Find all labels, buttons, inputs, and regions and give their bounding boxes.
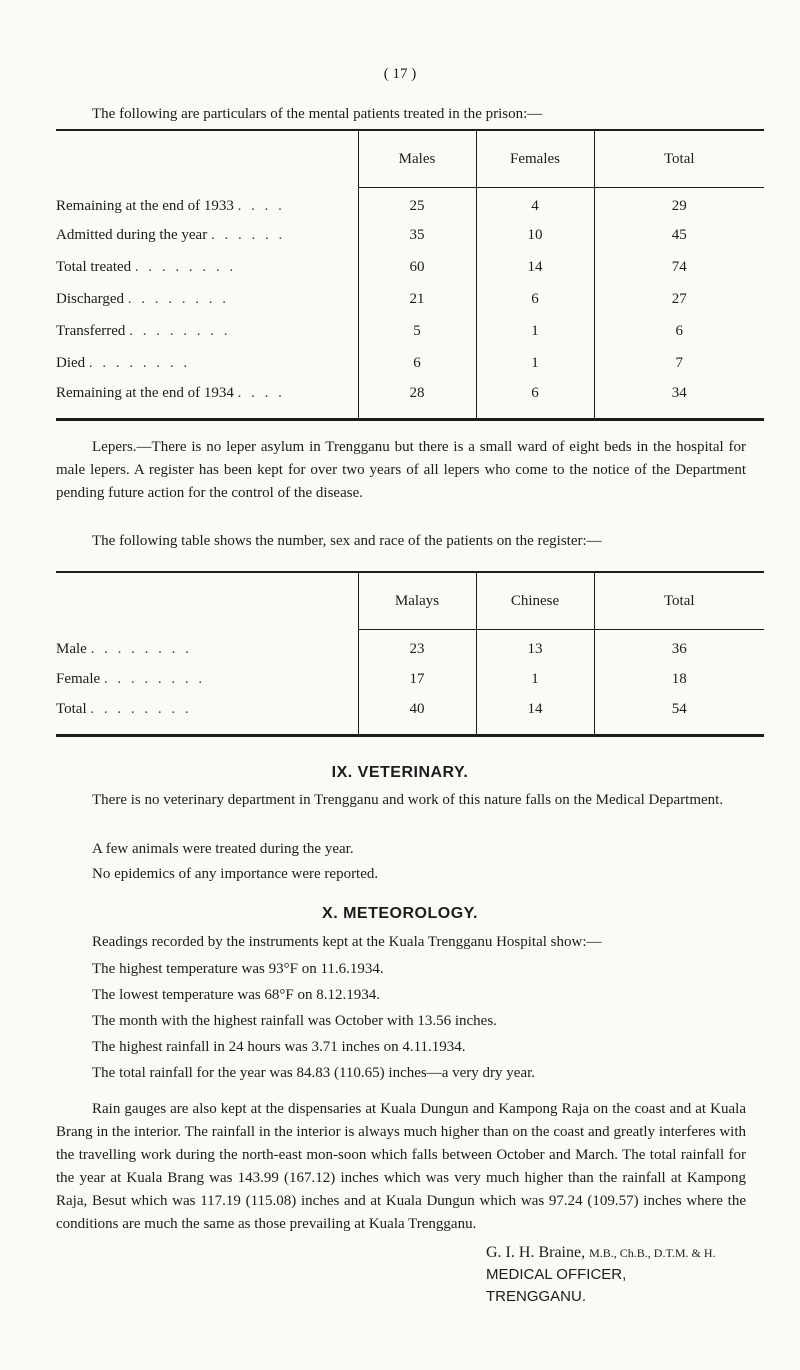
cell-value: 6 — [358, 348, 476, 380]
meteorology-intro: Readings recorded by the instruments kept at the Kuala Trengganu Hospital show:— — [92, 934, 602, 950]
cell-value: 60 — [358, 252, 476, 284]
officer-name: G. I. H. Braine, — [486, 1244, 586, 1261]
cell-value: 34 — [594, 380, 764, 420]
cell-value: 10 — [476, 220, 594, 252]
leader-dots: . . . . . . . . — [103, 671, 206, 687]
leader-dots: . . . . — [237, 385, 285, 402]
table-row — [56, 284, 764, 316]
page-number: ( 17 ) — [383, 66, 417, 82]
measurement-line: The highest rainfall in 24 hours was 3.71 inches on 4.11.1934. — [92, 1039, 466, 1055]
column-header-total: Total — [594, 572, 764, 630]
cell-value: 27 — [594, 284, 764, 316]
cell-value: 4 — [476, 188, 594, 220]
row-label: Transferred — [56, 323, 126, 339]
cell-value: 23 — [358, 630, 476, 664]
cell-value: 1 — [476, 664, 594, 696]
cell-value: 7 — [594, 348, 764, 380]
cell-value: 25 — [358, 188, 476, 220]
measurement-line: The lowest temperature was 68°F on 8.12.1934. — [92, 987, 381, 1003]
cell-value: 6 — [476, 380, 594, 420]
cell-value: 21 — [358, 284, 476, 316]
column-header-total: Total — [594, 130, 764, 188]
leader-dots: . . . . . . . . — [90, 701, 192, 718]
row-label: Male — [56, 641, 87, 657]
cell-value: 13 — [476, 630, 594, 664]
cell-value: 5 — [358, 316, 476, 348]
signature-block — [486, 1242, 716, 1308]
mental-patients-intro: The following are particulars of the mental patients treated in the prison:— — [92, 106, 543, 122]
officer-title: MEDICAL OFFICER, — [486, 1266, 627, 1283]
column-header-females: Females — [476, 130, 594, 188]
row-label: Remaining at the end of 1934 — [56, 385, 234, 402]
leader-dots: . . . . — [237, 198, 285, 214]
table-row — [56, 252, 764, 284]
cell-value: 45 — [594, 220, 764, 252]
leader-dots: . . . . . . — [210, 227, 286, 243]
veterinary-paragraph-1: There is no veterinary department in Trengganu and work of this nature falls on the Medical Department. — [92, 792, 724, 808]
lepers-register-table — [56, 571, 764, 737]
officer-place: TRENGGANU. — [486, 1288, 587, 1305]
cell-value: 36 — [594, 630, 764, 664]
cell-value: 17 — [358, 664, 476, 696]
measurement-line: The total rainfall for the year was 84.83 (110.65) inches—a very dry year. — [92, 1065, 536, 1081]
leader-dots: . . . . . . . . — [134, 259, 237, 275]
table-row — [56, 188, 764, 220]
veterinary-heading: IX. VETERINARY. — [331, 764, 469, 781]
officer-degrees: M.B., Ch.B., D.T.M. & H. — [589, 1246, 716, 1260]
cell-value: 1 — [476, 348, 594, 380]
column-header-males: Males — [358, 130, 476, 188]
mental-patients-table — [56, 129, 764, 421]
row-label: Total — [56, 701, 87, 718]
leader-dots: . . . . . . . . — [127, 291, 230, 307]
measurement-line: The month with the highest rainfall was October with 13.56 inches. — [92, 1013, 497, 1029]
row-label: Discharged — [56, 291, 125, 307]
cell-value: 6 — [476, 284, 594, 316]
leader-dots: . . . . . . . . — [90, 641, 192, 657]
column-header-malays: Malays — [358, 572, 476, 630]
column-header-chinese: Chinese — [476, 572, 594, 630]
table-row — [56, 316, 764, 348]
table-row — [56, 348, 764, 380]
cell-value: 35 — [358, 220, 476, 252]
meteorology-heading: X. METEOROLOGY. — [322, 905, 478, 922]
table-corner — [56, 130, 358, 188]
cell-value: 6 — [594, 316, 764, 348]
cell-value: 29 — [594, 188, 764, 220]
leader-dots: . . . . . . . . — [129, 323, 231, 339]
cell-value: 28 — [358, 380, 476, 420]
signature-name-line — [486, 1242, 716, 1264]
cell-value: 18 — [594, 664, 764, 696]
veterinary-paragraph-2: A few animals were treated during the year. — [92, 841, 354, 857]
cell-value: 14 — [476, 696, 594, 736]
table-row — [56, 630, 764, 664]
row-label: Remaining at the end of 1933 — [56, 198, 234, 214]
table-row — [56, 380, 764, 420]
cell-value: 14 — [476, 252, 594, 284]
cell-value: 1 — [476, 316, 594, 348]
cell-value: 40 — [358, 696, 476, 736]
rainfall-paragraph: Rain gauges are also kept at the dispensaries at Kuala Dungun and Kampong Raja on the coast and at Kuala Brang in the interior. The rainfall in the interior is always much higher than on the coast and greatly interferes with the travelling work during the north-east mon-soon which falls between October and March. The total rainfall for the year at Kuala Brang was 143.99 (167.12) inches which was very much higher than the rainfall at Kampong Raja, Besut which was 117.19 (115.08) inches and at Kuala Dungun which was 97.24 (109.57) inches where the conditions are much the same as those prevailing at Kuala Trengganu. — [56, 1101, 746, 1232]
cell-value: 54 — [594, 696, 764, 736]
row-label: Female — [56, 671, 101, 687]
row-label: Admitted during the year — [56, 227, 208, 243]
measurement-line: The highest temperature was 93°F on 11.6.1934. — [92, 961, 384, 977]
leader-dots: . . . . . . . . — [88, 355, 191, 371]
row-label: Died — [56, 355, 86, 371]
table-row — [56, 696, 764, 736]
lepers-table-intro: The following table shows the number, sex and race of the patients on the register:— — [92, 533, 602, 549]
row-label: Total treated — [56, 259, 132, 275]
cell-value: 74 — [594, 252, 764, 284]
table-row — [56, 664, 764, 696]
lepers-paragraph: Lepers.—There is no leper asylum in Trengganu but there is a small ward of eight beds in the hospital for male lepers. A register has been kept for over two years of all lepers who come to the notice of the Department pending future action for the control of the disease. — [56, 439, 746, 501]
veterinary-paragraph-3: No epidemics of any importance were reported. — [92, 866, 379, 882]
table-corner — [56, 572, 358, 630]
table-row — [56, 220, 764, 252]
